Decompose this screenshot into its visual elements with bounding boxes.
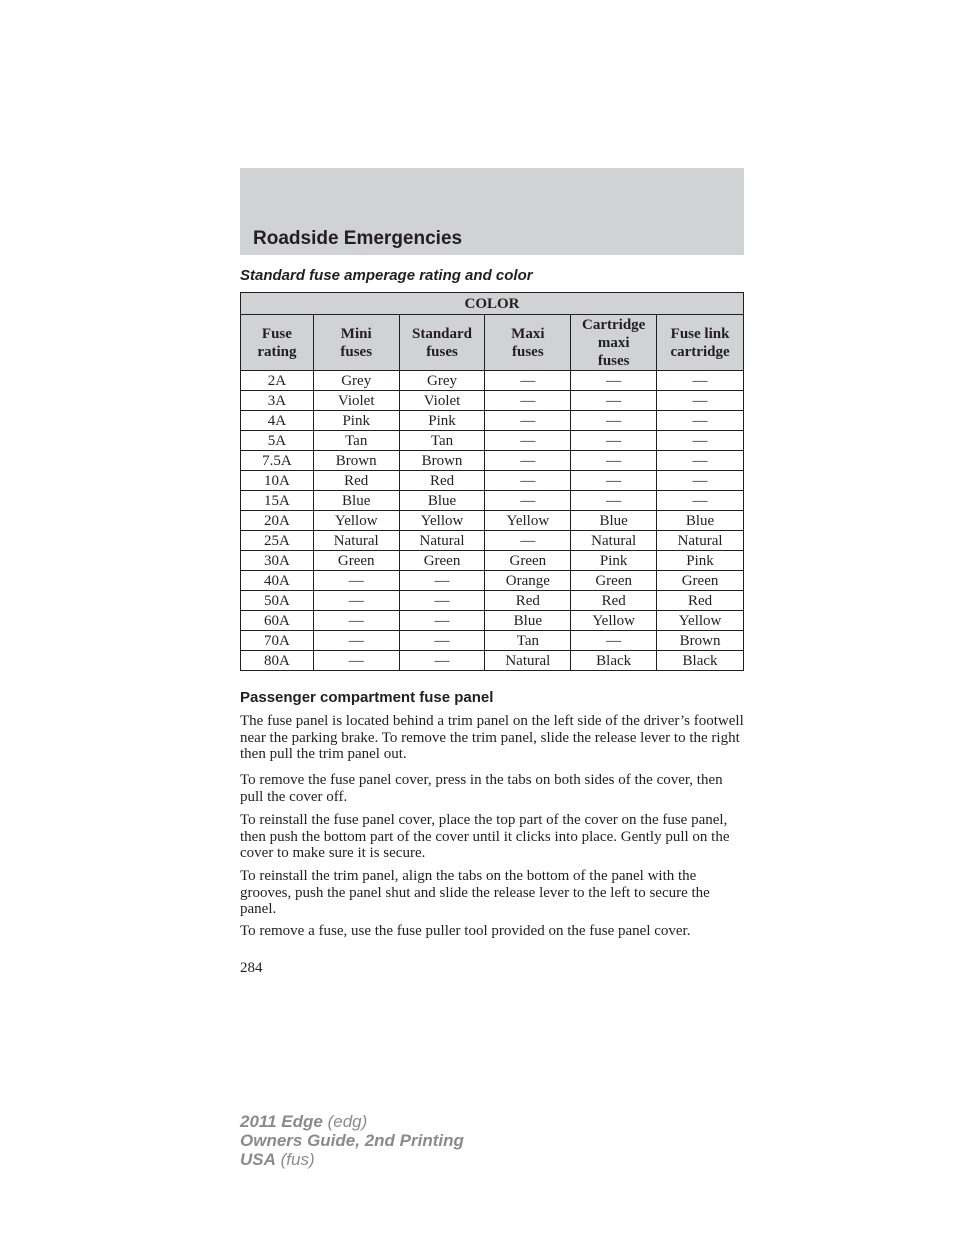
fuse-color-cell: Black xyxy=(657,651,744,671)
color-group-header: COLOR xyxy=(241,293,744,315)
table-row xyxy=(241,551,744,571)
fuse-color-cell: — xyxy=(571,431,657,451)
fuse-color-cell: Blue xyxy=(399,491,485,511)
fuse-color-cell: Natural xyxy=(399,531,485,551)
column-header-line: maxi xyxy=(597,334,630,351)
footer-guide: Owners Guide, 2nd Printing xyxy=(240,1131,464,1150)
fuse-color-cell: Green xyxy=(313,551,399,571)
footer-market-code: (fus) xyxy=(280,1150,315,1169)
fuse-color-cell: Tan xyxy=(313,431,399,451)
fuse-color-cell: Pink xyxy=(657,551,744,571)
table-row xyxy=(241,451,744,471)
fuse-color-cell: — xyxy=(571,411,657,431)
column-header-line: fuses xyxy=(512,343,544,360)
fuse-color-cell: — xyxy=(485,411,571,431)
fuse-color-cell: Green xyxy=(399,551,485,571)
page-number: 284 xyxy=(240,960,263,976)
fuse-rating-cell: 70A xyxy=(241,631,314,651)
fuse-color-cell: Tan xyxy=(485,631,571,651)
table-row xyxy=(241,591,744,611)
column-header-line: Maxi xyxy=(511,325,545,342)
fuse-color-cell: Blue xyxy=(485,611,571,631)
table-row xyxy=(241,611,744,631)
fuse-color-cell: Violet xyxy=(399,391,485,411)
fuse-color-cell: — xyxy=(313,651,399,671)
fuse-color-cell: Natural xyxy=(657,531,744,551)
fuse-color-cell: Blue xyxy=(657,511,744,531)
fuse-color-cell: Pink xyxy=(399,411,485,431)
fuse-color-cell: — xyxy=(485,451,571,471)
fuse-color-cell: Red xyxy=(485,591,571,611)
fuse-rating-cell: 80A xyxy=(241,651,314,671)
fuse-color-cell: — xyxy=(485,371,571,391)
fuse-color-cell: Tan xyxy=(399,431,485,451)
fuse-color-cell: — xyxy=(313,571,399,591)
fuse-color-cell: — xyxy=(399,651,485,671)
fuse-color-cell: Green xyxy=(657,571,744,591)
table-row xyxy=(241,491,744,511)
table-row xyxy=(241,511,744,531)
fuse-color-cell: Black xyxy=(571,651,657,671)
table-row xyxy=(241,411,744,431)
column-header xyxy=(241,315,314,371)
fuse-color-cell: Brown xyxy=(399,451,485,471)
fuse-color-cell: Yellow xyxy=(485,511,571,531)
table-row xyxy=(241,471,744,491)
fuse-color-cell: — xyxy=(657,371,744,391)
fuse-color-cell: Natural xyxy=(313,531,399,551)
table-row xyxy=(241,431,744,451)
fuse-color-cell: — xyxy=(485,391,571,411)
paragraph-remove-cover: To remove the fuse panel cover, press in the tabs on both sides of the cover, then pull the cover off. xyxy=(240,772,723,805)
fuse-color-cell: Red xyxy=(399,471,485,491)
fuse-color-cell: Yellow xyxy=(313,511,399,531)
footer-market: USA xyxy=(240,1150,276,1169)
column-header-line: rating xyxy=(257,343,297,360)
fuse-color-cell: — xyxy=(657,491,744,511)
fuse-rating-cell: 3A xyxy=(241,391,314,411)
footer xyxy=(240,1112,464,1169)
table-title: Standard fuse amperage rating and color xyxy=(240,267,533,284)
table-row xyxy=(241,531,744,551)
fuse-rating-cell: 5A xyxy=(241,431,314,451)
paragraph-location: The fuse panel is located behind a trim panel on the left side of the driver’s footwell near the parking brake. To remove the trim panel, slide the release lever to the right then pull the trim panel out. xyxy=(240,713,744,762)
fuse-color-cell: — xyxy=(657,451,744,471)
fuse-color-cell: — xyxy=(313,611,399,631)
section-title: Roadside Emergencies xyxy=(253,228,463,249)
footer-model-code: (edg) xyxy=(327,1112,368,1131)
fuse-color-cell: — xyxy=(657,431,744,451)
fuse-color-cell: Red xyxy=(571,591,657,611)
fuse-color-cell: — xyxy=(571,491,657,511)
fuse-color-cell: Brown xyxy=(657,631,744,651)
fuse-rating-cell: 30A xyxy=(241,551,314,571)
fuse-color-cell: — xyxy=(485,491,571,511)
column-header-line: Standard xyxy=(412,325,473,342)
column-header-line: Fuse xyxy=(261,325,292,342)
fuse-color-table xyxy=(240,292,744,671)
fuse-color-cell: Blue xyxy=(313,491,399,511)
column-header xyxy=(313,315,399,371)
column-header-line: Mini xyxy=(340,325,372,342)
footer-line-model xyxy=(240,1112,464,1131)
fuse-rating-cell: 20A xyxy=(241,511,314,531)
fuse-color-cell: Grey xyxy=(399,371,485,391)
fuse-color-cell: Violet xyxy=(313,391,399,411)
column-header xyxy=(485,315,571,371)
fuse-color-cell: — xyxy=(399,631,485,651)
column-header xyxy=(571,315,657,371)
footer-model: 2011 Edge xyxy=(240,1112,323,1131)
fuse-rating-cell: 25A xyxy=(241,531,314,551)
column-header-line: Fuse link xyxy=(670,325,730,342)
fuse-rating-cell: 40A xyxy=(241,571,314,591)
fuse-color-cell: Pink xyxy=(313,411,399,431)
fuse-color-cell: Yellow xyxy=(657,611,744,631)
fuse-color-cell: — xyxy=(657,391,744,411)
fuse-color-cell: Orange xyxy=(485,571,571,591)
fuse-rating-cell: 4A xyxy=(241,411,314,431)
fuse-color-cell: Green xyxy=(571,571,657,591)
fuse-color-cell: — xyxy=(485,471,571,491)
fuse-color-cell: Pink xyxy=(571,551,657,571)
passenger-fuse-panel-heading: Passenger compartment fuse panel xyxy=(240,689,494,706)
column-header-line: fuses xyxy=(426,343,458,360)
fuse-rating-cell: 15A xyxy=(241,491,314,511)
footer-line-market xyxy=(240,1150,464,1169)
fuse-color-cell: Natural xyxy=(571,531,657,551)
table-row xyxy=(241,571,744,591)
fuse-color-cell: Grey xyxy=(313,371,399,391)
fuse-rating-cell: 2A xyxy=(241,371,314,391)
table-row xyxy=(241,371,744,391)
fuse-color-cell: — xyxy=(485,431,571,451)
paragraph-reinstall-trim: To reinstall the trim panel, align the tabs on the bottom of the panel with the grooves, push the panel shut and slide the release lever to the left to secure the panel. xyxy=(240,868,710,917)
fuse-rating-cell: 7.5A xyxy=(241,451,314,471)
fuse-color-cell: — xyxy=(657,411,744,431)
fuse-color-cell: — xyxy=(485,531,571,551)
fuse-color-cell: — xyxy=(571,451,657,471)
column-header-line: cartridge xyxy=(670,343,730,360)
fuse-color-cell: — xyxy=(313,631,399,651)
fuse-color-cell: Yellow xyxy=(399,511,485,531)
table-row xyxy=(241,651,744,671)
fuse-color-cell: Natural xyxy=(485,651,571,671)
fuse-color-cell: Yellow xyxy=(571,611,657,631)
fuse-color-cell: Red xyxy=(657,591,744,611)
fuse-rating-cell: 50A xyxy=(241,591,314,611)
table-row xyxy=(241,631,744,651)
table-row xyxy=(241,391,744,411)
column-header-line: Cartridge xyxy=(582,316,646,333)
fuse-color-cell: — xyxy=(399,591,485,611)
fuse-color-cell: Green xyxy=(485,551,571,571)
fuse-color-cell: — xyxy=(571,371,657,391)
column-header xyxy=(657,315,744,371)
fuse-rating-cell: 60A xyxy=(241,611,314,631)
column-header-line: fuses xyxy=(340,343,373,360)
fuse-color-cell: — xyxy=(657,471,744,491)
fuse-color-cell: — xyxy=(571,471,657,491)
fuse-rating-cell: 10A xyxy=(241,471,314,491)
paragraph-reinstall-cover: To reinstall the fuse panel cover, place the top part of the cover on the fuse panel, then push the bottom part of the cover until it clicks into place. Gently pull on the cover to make sure it is secure. xyxy=(240,812,730,861)
fuse-color-cell: — xyxy=(399,571,485,591)
fuse-color-cell: Red xyxy=(313,471,399,491)
column-header-line: fuses xyxy=(597,352,630,369)
fuse-color-cell: — xyxy=(571,631,657,651)
column-header xyxy=(399,315,485,371)
fuse-color-cell: — xyxy=(313,591,399,611)
fuse-color-cell: — xyxy=(571,391,657,411)
fuse-color-cell: — xyxy=(399,611,485,631)
paragraph-remove-fuse: To remove a fuse, use the fuse puller tool provided on the fuse panel cover. xyxy=(240,923,691,939)
fuse-color-cell: Blue xyxy=(571,511,657,531)
fuse-color-cell: Brown xyxy=(313,451,399,471)
